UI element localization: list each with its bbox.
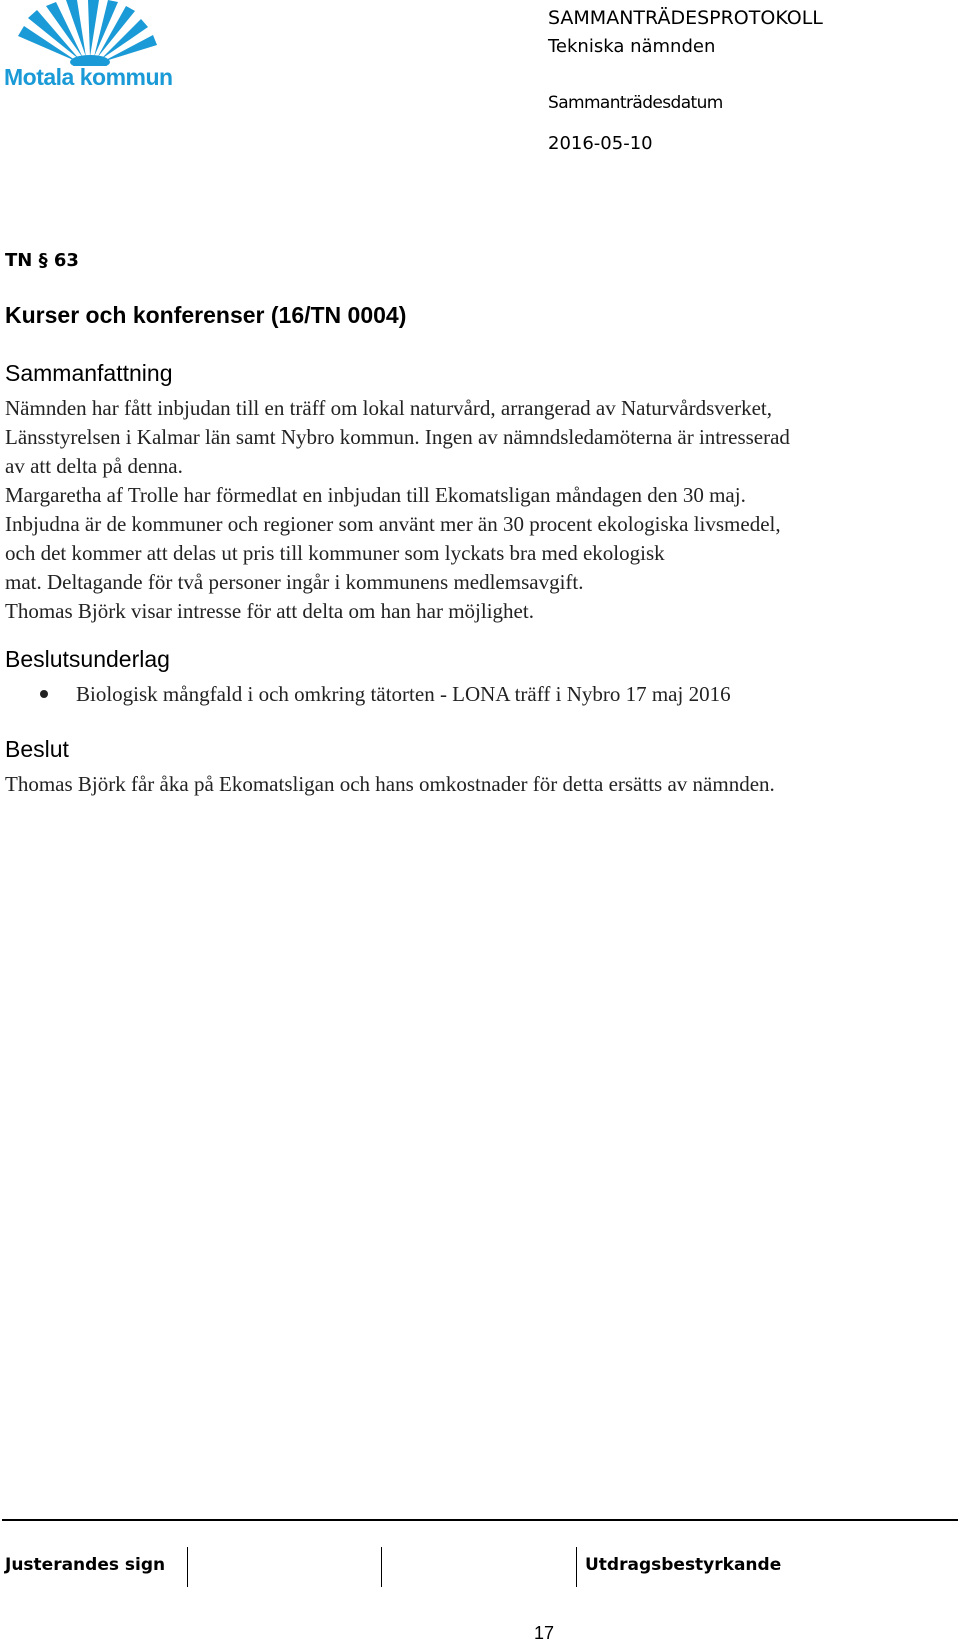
meeting-date-label: Sammanträdesdatum	[548, 93, 723, 113]
committee-name: Tekniska nämnden	[548, 36, 716, 57]
page-number: 17	[534, 1623, 555, 1643]
logo-text: Motala kommun	[4, 64, 173, 90]
sun-rays-logo-icon	[4, 0, 174, 66]
signature-box-divider	[576, 1547, 577, 1587]
protocol-title: SAMMANTRÄDESPROTOKOLL	[548, 7, 823, 29]
decision-text	[5, 770, 950, 799]
summary-line: Nämnden har fått inbjudan till en träff om lokal naturvård, arrangerad av Naturvårdsverket,	[5, 396, 772, 420]
summary-line: Thomas Björk visar intresse för att delta om han har möjlighet.	[5, 599, 534, 623]
footer-divider	[2, 1519, 958, 1521]
motala-kommun-logo	[4, 0, 174, 100]
decision-heading: Beslut	[5, 736, 69, 762]
summary-line: av att delta på denna.	[5, 454, 183, 478]
meeting-date: 2016-05-10	[548, 133, 653, 154]
summary-text	[5, 394, 950, 626]
signature-box-divider	[381, 1547, 382, 1587]
extract-certification-label: Utdragsbestyrkande	[585, 1555, 782, 1575]
decision-line: Thomas Björk får åka på Ekomatsligan och hans omkostnader för detta ersätts av nämnden.	[5, 772, 775, 796]
basis-item-text: Biologisk mångfald i och omkring tätorten - LONA träff i Nybro 17 maj 2016	[76, 682, 731, 706]
basis-heading: Beslutsunderlag	[5, 646, 170, 672]
summary-line: Inbjudna är de kommuner och regioner som använt mer än 30 procent ekologiska livsmedel,	[5, 512, 781, 536]
basis-list	[40, 680, 731, 709]
summary-line: Länsstyrelsen i Kalmar län samt Nybro kommun. Ingen av nämndsledamöterna är intresserad	[5, 425, 790, 449]
list-item	[40, 680, 731, 709]
summary-heading: Sammanfattning	[5, 360, 173, 386]
sign-label: Justerandes sign	[5, 1555, 166, 1575]
summary-line: mat. Deltagande för två personer ingår i kommunens medlemsavgift.	[5, 570, 584, 594]
summary-line: Margaretha af Trolle har förmedlat en inbjudan till Ekomatsligan måndagen den 30 maj.	[5, 483, 746, 507]
paragraph-reference: TN § 63	[5, 250, 79, 271]
bullet-icon	[40, 690, 48, 698]
summary-line: och det kommer att delas ut pris till kommuner som lyckats bra med ekologisk	[5, 541, 665, 565]
signature-box-divider	[187, 1547, 188, 1587]
page-title: Kurser och konferenser (16/TN 0004)	[5, 302, 407, 328]
